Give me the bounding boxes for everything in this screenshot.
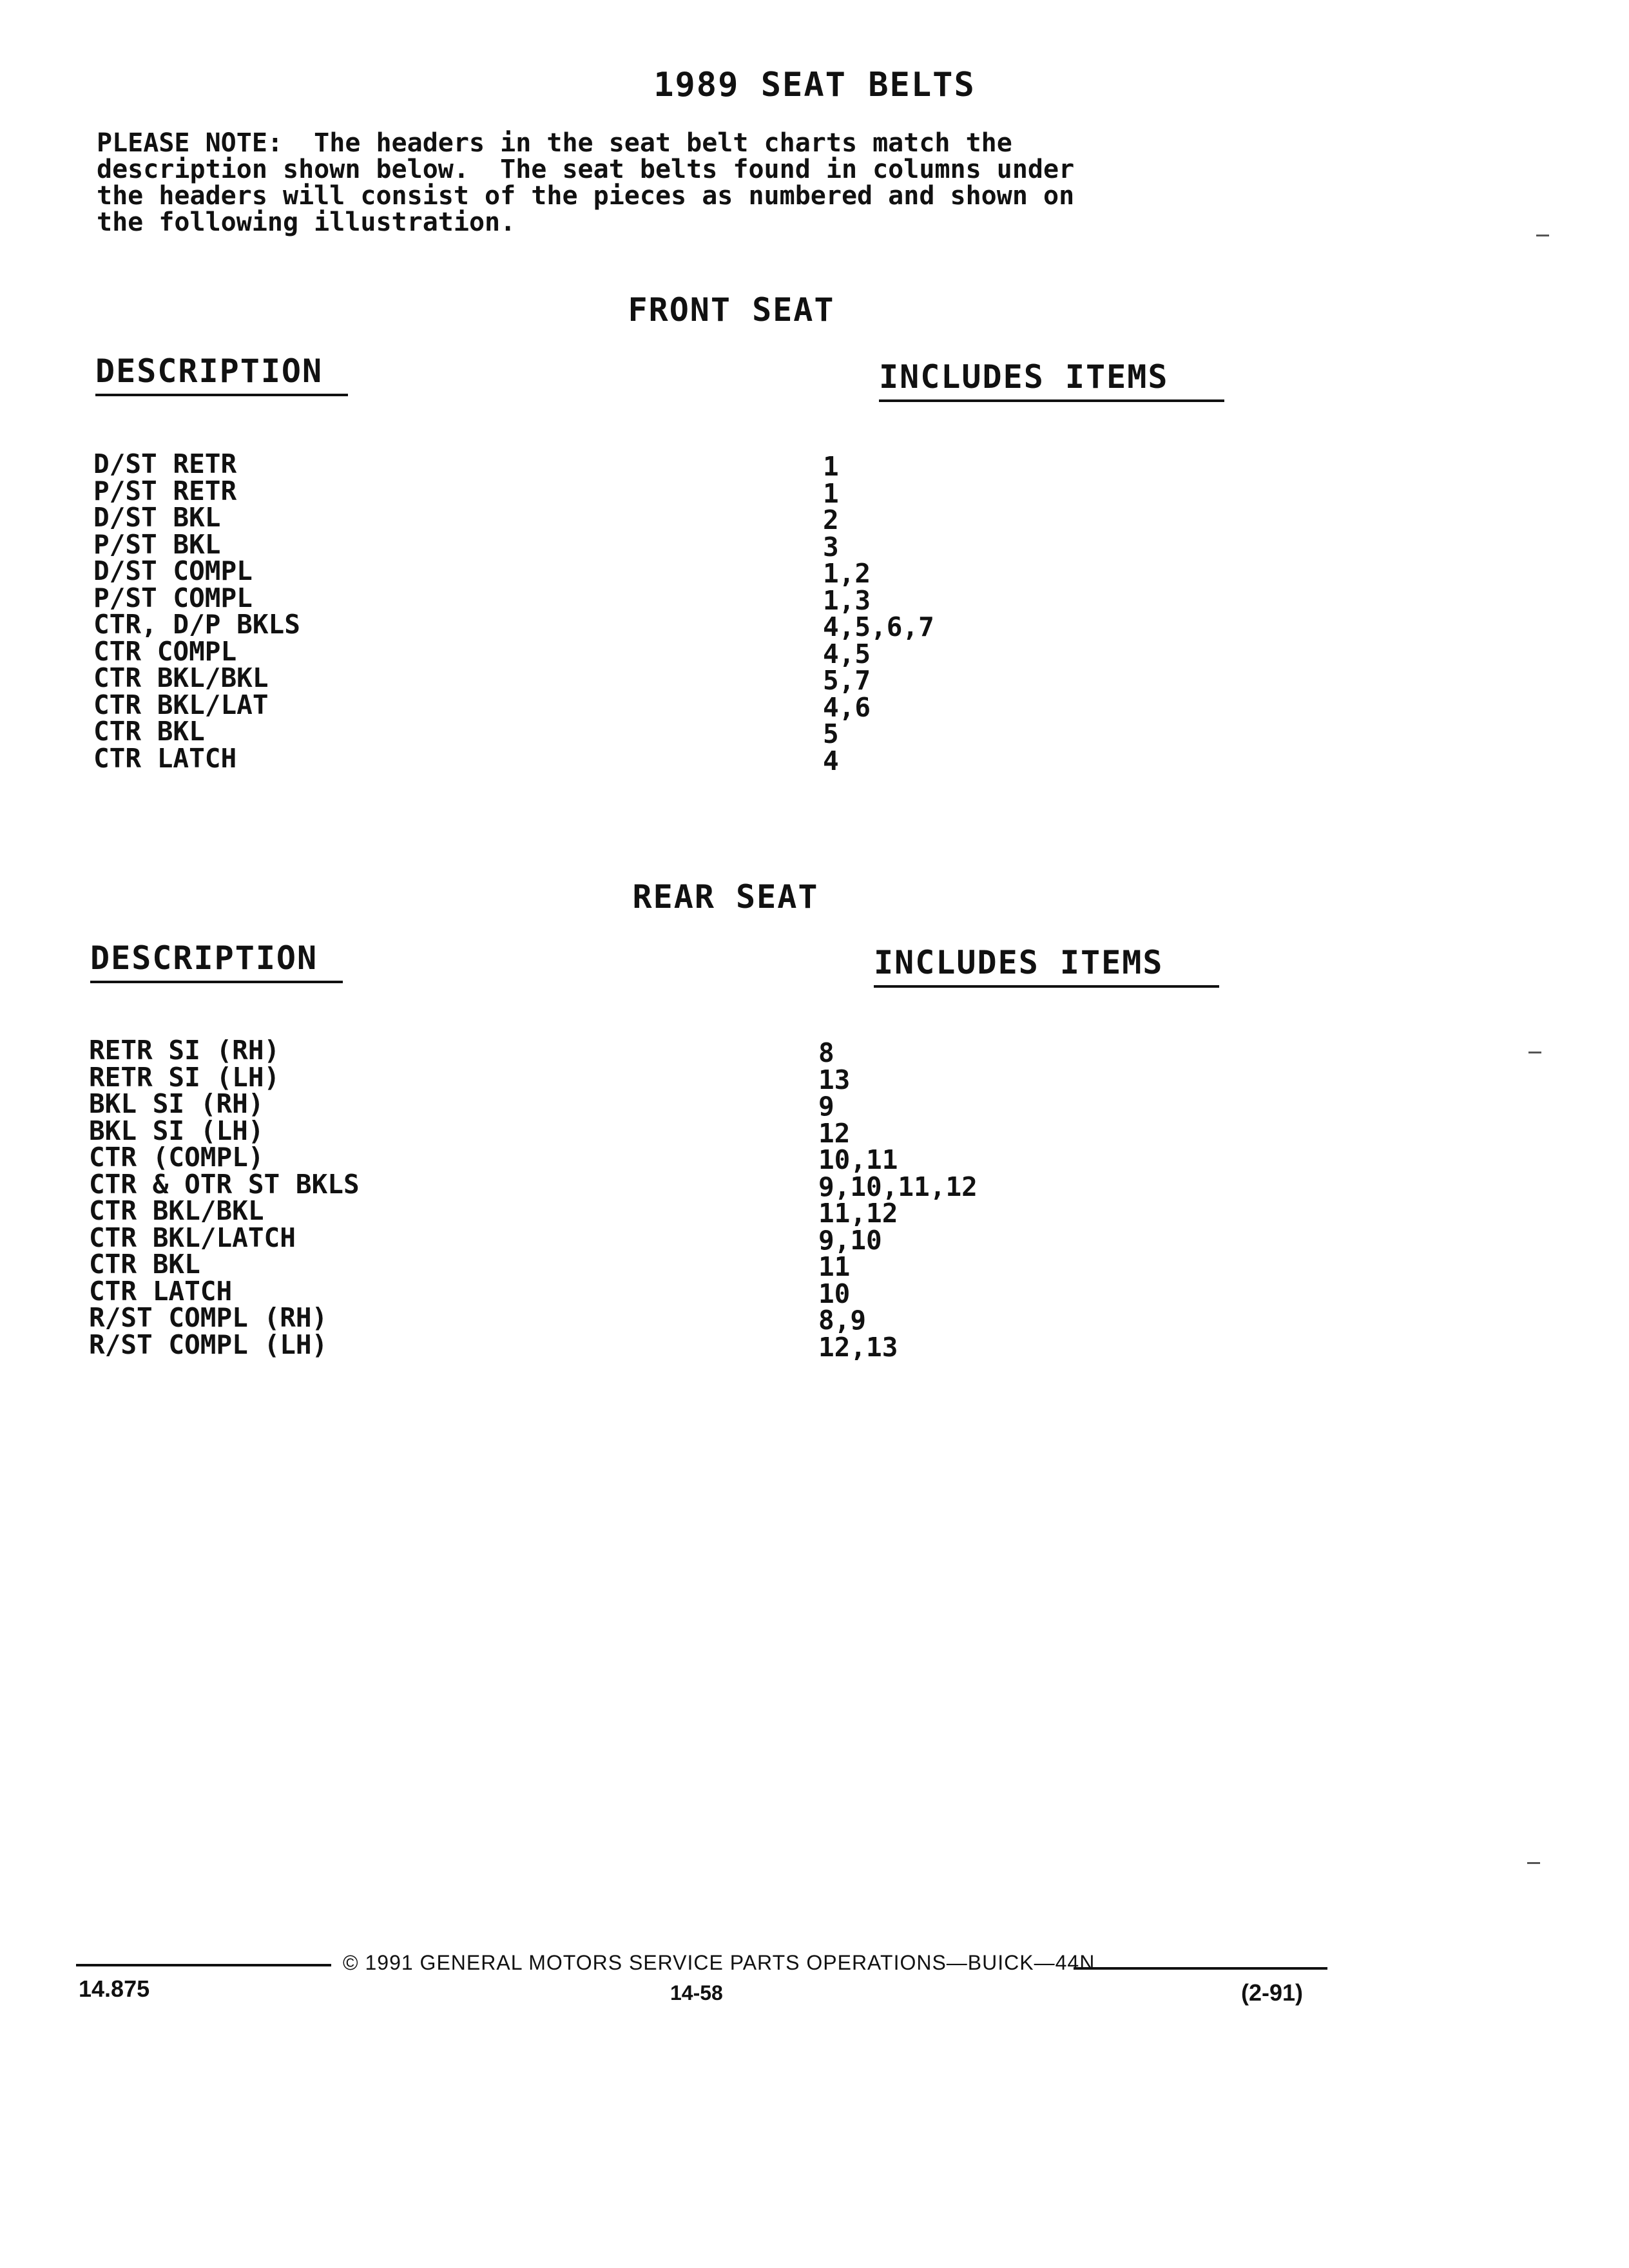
rear-row-items: 13 — [818, 1064, 851, 1095]
rear-includes-items-header: INCLUDES ITEMS — [874, 944, 1219, 988]
front-row-items: 5,7 — [823, 665, 871, 696]
front-row-items: 2 — [823, 505, 839, 535]
note-line: the following illustration. — [97, 207, 516, 237]
rear-row-items: 11 — [818, 1251, 851, 1282]
front-row-items: 3 — [823, 531, 839, 562]
front-description-column — [93, 448, 300, 774]
footer-copyright: © 1991 GENERAL MOTORS SERVICE PARTS OPERATIONS—BUICK—44N — [343, 1951, 1095, 1974]
front-row-description: D/ST BKL — [93, 502, 221, 533]
footer-rule-left — [76, 1964, 331, 1966]
front-row-items: 4,5,6,7 — [823, 611, 934, 642]
note-line: description shown below. The seat belts found in columns under — [97, 155, 1075, 184]
front-row-description: P/ST RETR — [93, 475, 237, 506]
rear-row-items: 8 — [818, 1037, 834, 1068]
front-row-description: CTR BKL/LAT — [93, 689, 269, 720]
front-row-items: 1 — [823, 451, 839, 482]
rear-row-description: RETR SI (LH) — [89, 1061, 280, 1093]
rear-row-items: 10,11 — [818, 1144, 898, 1175]
rear-description-column — [89, 1037, 360, 1358]
rear-row-items: 12,13 — [818, 1331, 898, 1363]
rear-seat-heading: REAR SEAT — [632, 878, 819, 916]
front-seat-heading: FRONT SEAT — [628, 291, 835, 329]
footer-left-number: 14.875 — [79, 1975, 150, 2002]
front-row-description: CTR BKL — [93, 716, 205, 747]
rear-row-description: BKL SI (LH) — [89, 1115, 264, 1146]
front-row-description: D/ST COMPL — [93, 555, 253, 586]
rear-row-items: 10 — [818, 1278, 851, 1309]
front-row-description: D/ST RETR — [93, 448, 237, 479]
front-row-description: CTR BKL/BKL — [93, 662, 269, 693]
front-row-items: 1 — [823, 477, 839, 509]
rear-row-items: 9 — [818, 1091, 834, 1122]
rear-row-description: CTR LATCH — [89, 1275, 233, 1307]
front-row-description: P/ST COMPL — [93, 582, 253, 613]
front-row-description: P/ST BKL — [93, 528, 221, 560]
front-row-items: 4 — [823, 745, 839, 776]
rear-row-description: CTR (COMPL) — [89, 1142, 264, 1173]
scan-mark — [1528, 1052, 1541, 1053]
rear-row-description: RETR SI (RH) — [89, 1035, 280, 1066]
front-description-header: DESCRIPTION — [95, 352, 348, 396]
rear-row-description: CTR BKL — [89, 1249, 200, 1280]
rear-row-items: 11,12 — [818, 1198, 898, 1229]
note-line: PLEASE NOTE: The headers in the seat belt charts match the — [97, 128, 1012, 158]
front-row-items: 1,2 — [823, 558, 871, 589]
front-row-items: 5 — [823, 718, 839, 749]
footer-page-number: 14-58 — [670, 1981, 723, 2004]
front-row-items: 4,5 — [823, 638, 871, 669]
rear-row-description: CTR BKL/BKL — [89, 1195, 264, 1226]
note-line: the headers will consist of the pieces as numbered and shown on — [97, 181, 1075, 211]
rear-row-items: 9,10,11,12 — [818, 1171, 978, 1202]
front-includes-items-header: INCLUDES ITEMS — [879, 358, 1224, 402]
note-paragraph — [97, 130, 1321, 236]
rear-row-description: CTR BKL/LATCH — [89, 1222, 296, 1253]
rear-row-items: 8,9 — [818, 1305, 867, 1336]
rear-row-description: R/ST COMPL (RH) — [89, 1302, 328, 1333]
footer-rule-right — [1074, 1967, 1327, 1970]
footer-date-code: (2-91) — [1241, 1979, 1304, 2006]
scan-mark — [1527, 1862, 1540, 1864]
front-items-column — [823, 451, 934, 776]
front-row-items: 1,3 — [823, 584, 871, 616]
front-row-items: 4,6 — [823, 691, 871, 723]
scan-mark — [1536, 235, 1549, 236]
rear-row-description: BKL SI (RH) — [89, 1088, 264, 1119]
front-row-description: CTR LATCH — [93, 742, 237, 774]
rear-row-items: 12 — [818, 1117, 851, 1149]
front-row-description: CTR COMPL — [93, 635, 237, 667]
page-title: 1989 SEAT BELTS — [653, 66, 976, 104]
rear-items-column — [818, 1037, 978, 1363]
rear-row-description: CTR & OTR ST BKLS — [89, 1168, 360, 1200]
rear-row-description: R/ST COMPL (LH) — [89, 1329, 328, 1360]
front-row-description: CTR, D/P BKLS — [93, 609, 300, 640]
rear-description-header: DESCRIPTION — [90, 939, 343, 983]
rear-row-items: 9,10 — [818, 1224, 882, 1256]
